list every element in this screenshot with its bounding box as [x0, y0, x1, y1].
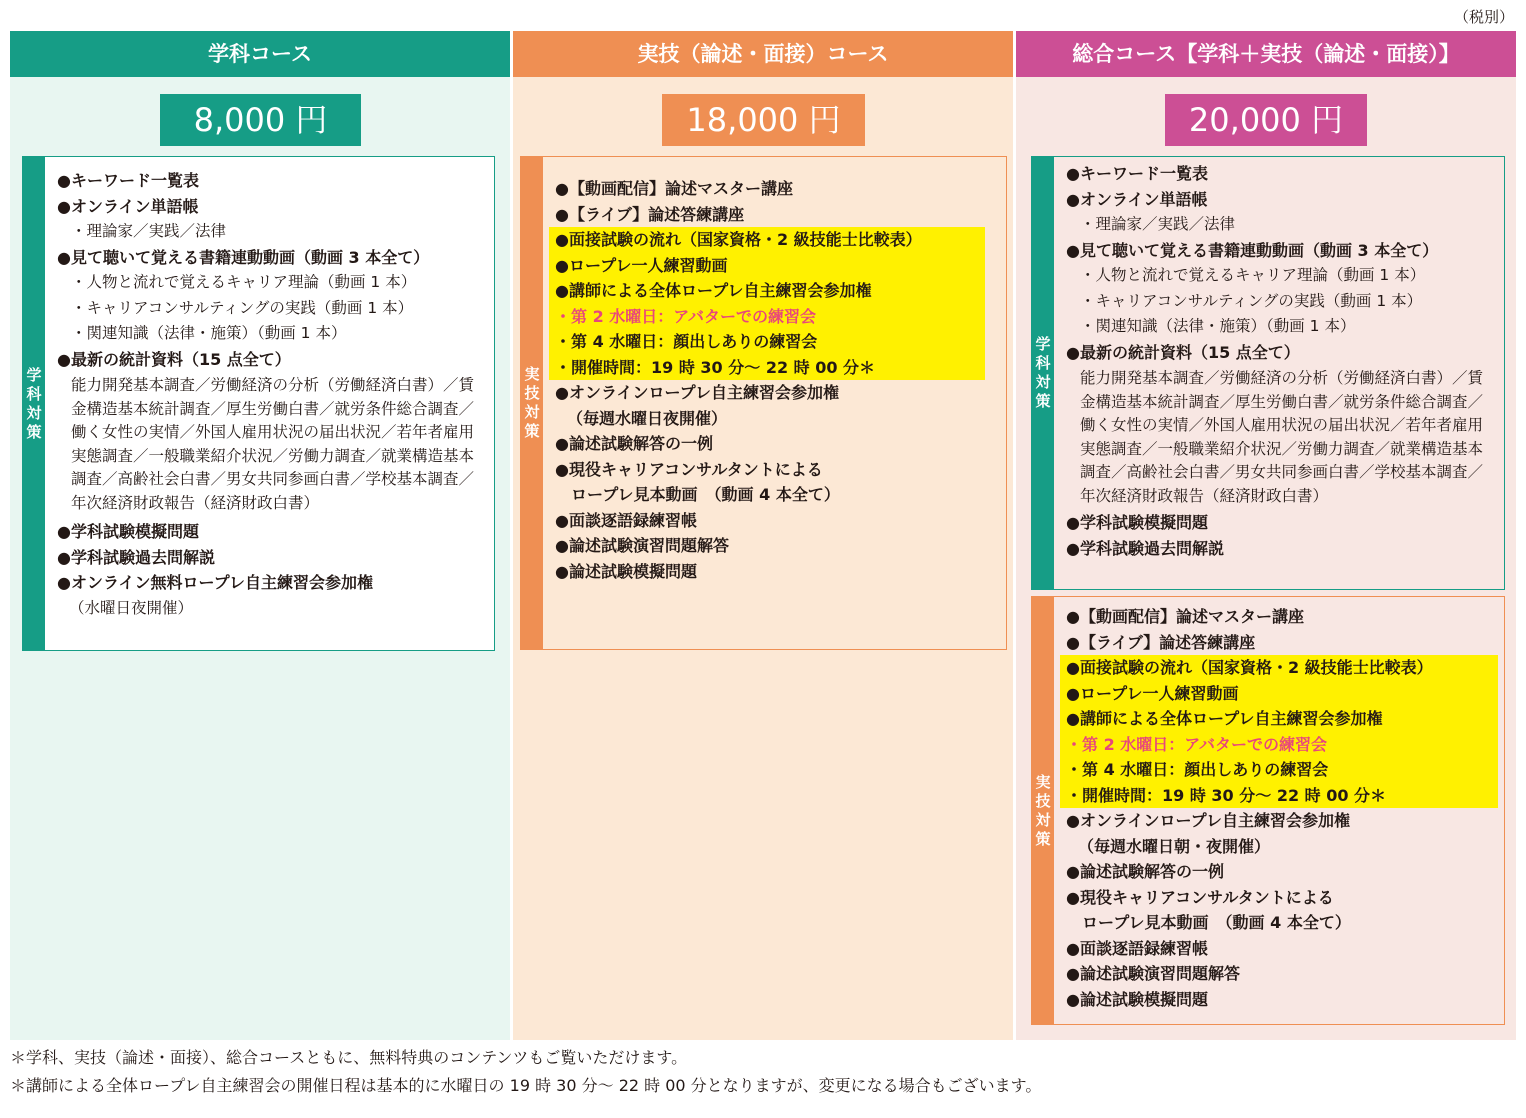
list-item: ●オンライン単語帳 — [1066, 189, 1208, 209]
footnote-2: ＊講師による全体ロープレ自主練習会の開催日程は基本的に水曜日の 19 時 30 分～ 22 時 00 分となりますが、変更になる場合もございます。 — [10, 1076, 1042, 1095]
list-item: ●オンラインロープレ自主練習会参加権 — [555, 383, 840, 402]
list-item: ●【ライブ】論述答練講座 — [555, 204, 745, 224]
course-sogo-price: 20,000 円 — [1165, 94, 1367, 146]
jitsugi-taisaku-box — [520, 156, 1007, 650]
gakka-taisaku-box — [22, 156, 495, 651]
gakka-taisaku-label: 学科対策 — [23, 157, 45, 650]
list-item: ●学科試験過去問解説 — [57, 547, 215, 567]
list-subitem: ・理論家／実践／法律 — [71, 222, 227, 240]
sogo-jitsugi-taisaku-list — [1066, 604, 1496, 1012]
highlight-block — [549, 227, 985, 380]
list-subitem: （毎週水曜日朝・夜開催） — [1078, 836, 1271, 856]
list-item: ロープレ見本動画 （動画 4 本全て） — [1082, 913, 1351, 932]
list-item: ・第 4 水曜日：顔出しありの練習会 — [1066, 760, 1329, 779]
list-item: ・第 2 水曜日：アバターでの練習会 — [555, 306, 816, 326]
list-item: ●現役キャリアコンサルタントによる — [1066, 887, 1334, 907]
list-item: ●キーワード一覧表 — [1066, 164, 1208, 183]
list-item: ●オンラインロープレ自主練習会参加権 — [1066, 811, 1351, 830]
course-jitsugi-price: 18,000 円 — [662, 94, 865, 146]
list-item: ●最新の統計資料（15 点全て） — [1066, 342, 1300, 362]
list-subitem: ・キャリアコンサルティングの実践（動画 1 本） — [1080, 291, 1423, 310]
course-gakka-price: 8,000 円 — [160, 94, 361, 146]
list-item: ●学科試験模擬問題 — [57, 522, 199, 541]
list-item: ロープレ見本動画 （動画 4 本全て） — [571, 485, 840, 504]
sogo-gakka-taisaku-label: 学科対策 — [1032, 157, 1054, 589]
list-item: ●オンライン無料ロープレ自主練習会参加権 — [57, 573, 374, 592]
course-sogo-title: 総合コース【学科＋実技（論述・面接）】 — [1016, 31, 1516, 77]
list-item: ●論述試験模擬問題 — [1066, 989, 1208, 1009]
list-item: ●【ライブ】論述答練講座 — [1066, 632, 1256, 652]
footnote-1: ＊学科、実技（論述・面接）、総合コースともに、無料特典のコンテンツもご覧いただけます。 — [10, 1048, 688, 1067]
list-item: ●【動画配信】論述マスター講座 — [1066, 607, 1304, 626]
list-item: ●現役キャリアコンサルタントによる — [555, 459, 823, 479]
course-gakka-body — [10, 77, 510, 1040]
list-item: ●面談逐語録練習帳 — [555, 510, 697, 530]
list-item: ●ロープレ一人練習動画 — [555, 255, 728, 275]
list-item: ●キーワード一覧表 — [57, 171, 199, 190]
list-item: ●面接試験の流れ（国家資格・2 級技能士比較表） — [555, 230, 922, 249]
list-subitem: ・関連知識（法律・施策）（動画 1 本） — [1080, 317, 1356, 335]
list-subitem: （水曜日夜開催） — [69, 598, 194, 617]
jitsugi-taisaku-label: 実技対策 — [521, 157, 543, 649]
list-item: ●論述試験演習問題解答 — [555, 536, 729, 555]
course-jitsugi-title: 実技（論述・面接）コース — [513, 31, 1013, 77]
list-subitem: ・理論家／実践／法律 — [1080, 215, 1236, 233]
course-gakka-title: 学科コース — [10, 31, 510, 77]
list-subitem: ・人物と流れで覚えるキャリア理論（動画 1 本） — [1080, 266, 1426, 284]
sogo-gakka-taisaku-box — [1031, 156, 1505, 590]
list-item: ●ロープレ一人練習動画 — [1066, 683, 1239, 703]
course-sogo-column — [1016, 31, 1516, 1040]
list-item: ・開催時間：19 時 30 分～ 22 時 00 分＊ — [555, 357, 876, 377]
list-item: ・第 2 水曜日：アバターでの練習会 — [1066, 734, 1327, 754]
list-item: ●講師による全体ロープレ自主練習会参加権 — [555, 281, 872, 300]
list-item: ●論述試験模擬問題 — [555, 561, 697, 581]
course-sogo-body — [1016, 77, 1516, 1040]
course-jitsugi-column — [513, 31, 1013, 1040]
list-item: ●見て聴いて覚える書籍連動動画（動画 3 本全て） — [1066, 240, 1439, 260]
list-item: ●面接試験の流れ（国家資格・2 級技能士比較表） — [1066, 658, 1433, 677]
stats-description: 能力開発基本調査／労働経済の分析（労働経済白書）／賃金構造基本統計調査／厚生労働白書／就労条件総合調査／働く女性の実情／外国人雇用状況の届出状況／若年者雇用実態調査／一般職業紹介状況／労働力調査／就業構造基本調査／高齢社会白書／男女共同参画白書／学校基本調査／年次経済財政報告（経済財政白書） — [71, 376, 475, 512]
tax-note: （税別） — [1453, 8, 1514, 26]
list-subitem: ・関連知識（法律・施策）（動画 1 本） — [71, 324, 347, 342]
list-item: ●学科試験過去問解説 — [1066, 538, 1224, 558]
sogo-jitsugi-taisaku-label: 実技対策 — [1032, 597, 1054, 1024]
list-item: ●講師による全体ロープレ自主練習会参加権 — [1066, 709, 1383, 728]
list-item: ●オンライン単語帳 — [57, 196, 199, 216]
course-gakka-column — [10, 31, 510, 1040]
list-item: ・第 4 水曜日：顔出しありの練習会 — [555, 332, 818, 351]
sogo-jitsugi-taisaku-box — [1031, 596, 1505, 1025]
list-item: ●最新の統計資料（15 点全て） — [57, 349, 291, 369]
jitsugi-taisaku-list — [555, 176, 998, 584]
list-subitem: （毎週水曜日夜開催） — [567, 408, 728, 428]
list-item: ●学科試験模擬問題 — [1066, 513, 1208, 532]
highlight-block — [1060, 655, 1498, 808]
list-item: ●面談逐語録練習帳 — [1066, 938, 1208, 958]
list-item: ●論述試験解答の一例 — [555, 434, 713, 453]
list-item: ・開催時間：19 時 30 分～ 22 時 00 分＊ — [1066, 785, 1387, 805]
list-item: ●見て聴いて覚える書籍連動動画（動画 3 本全て） — [57, 247, 430, 267]
gakka-taisaku-list — [57, 168, 486, 621]
list-item: ●論述試験解答の一例 — [1066, 862, 1224, 881]
list-subitem: ・人物と流れで覚えるキャリア理論（動画 1 本） — [71, 273, 417, 291]
course-jitsugi-body — [513, 77, 1013, 1040]
stats-description: 能力開発基本調査／労働経済の分析（労働経済白書）／賃金構造基本統計調査／厚生労働白書／就労条件総合調査／働く女性の実情／外国人雇用状況の届出状況／若年者雇用実態調査／一般職業紹介状況／労働力調査／就業構造基本調査／高齢社会白書／男女共同参画白書／学校基本調査／年次経済財政報告（経済財政白書） — [1080, 369, 1484, 505]
list-item: ●論述試験演習問題解答 — [1066, 964, 1240, 983]
list-subitem: ・キャリアコンサルティングの実践（動画 1 本） — [71, 298, 414, 317]
sogo-gakka-taisaku-list — [1066, 161, 1496, 561]
list-item: ●【動画配信】論述マスター講座 — [555, 179, 793, 198]
